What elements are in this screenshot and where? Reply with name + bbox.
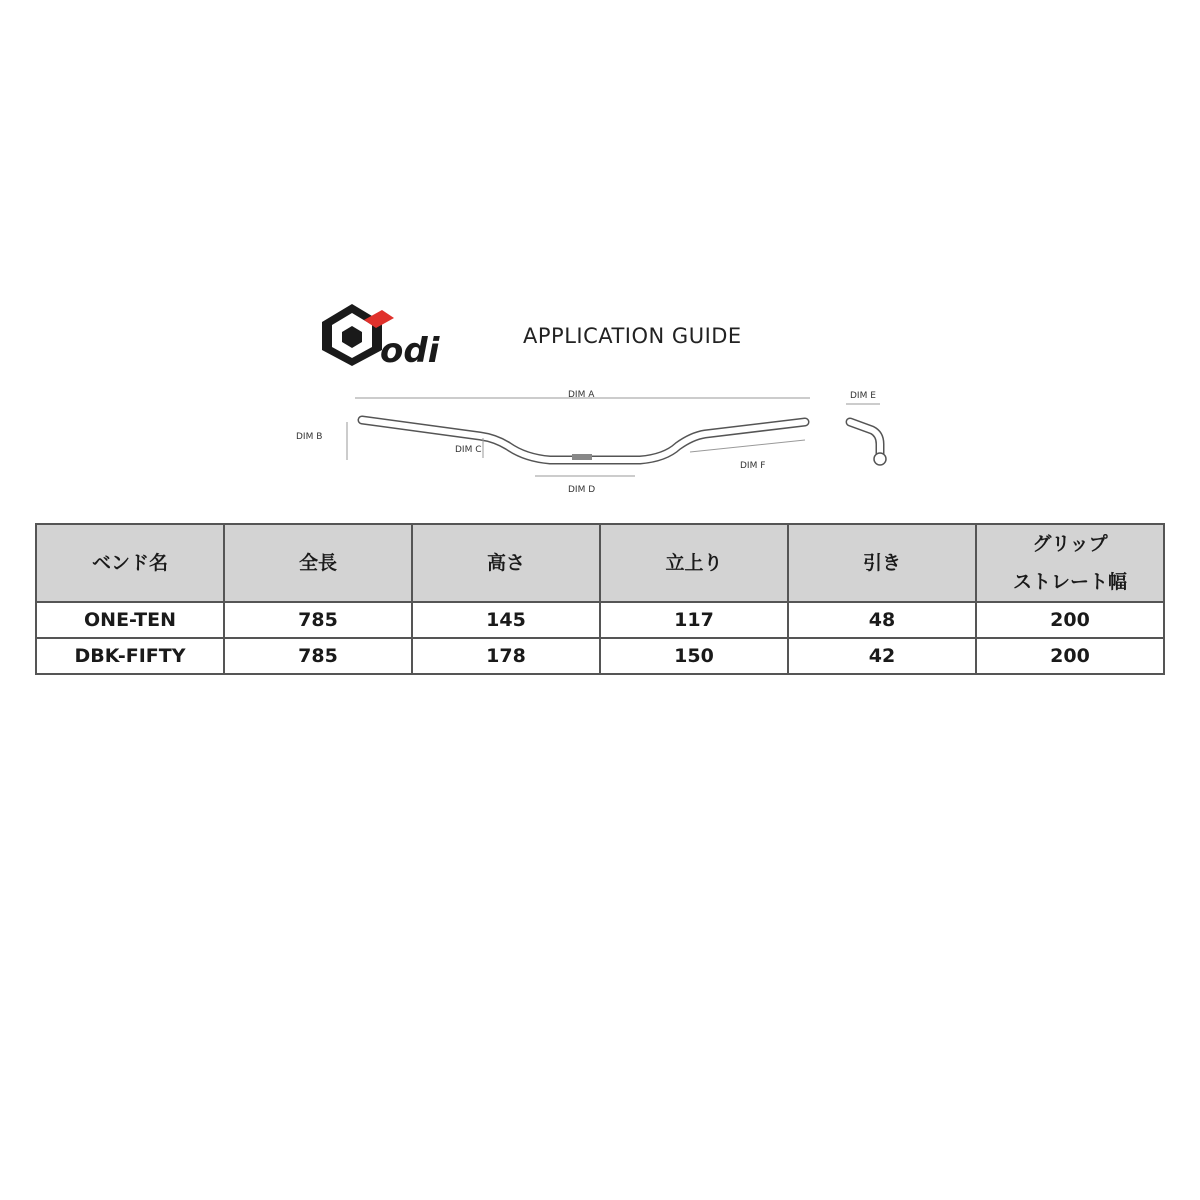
col-header-grip-width-line2: ストレート幅: [1012, 571, 1127, 593]
table-header-row: [36, 524, 1164, 602]
col-header-grip-width-line1: グリップ: [1032, 533, 1108, 555]
cell-bend-name: DBK-FIFTY: [36, 638, 224, 674]
cell-bend-name: ONE-TEN: [36, 602, 224, 638]
dim-a-label: DIM A: [568, 390, 595, 400]
dim-c-label: DIM C: [455, 445, 482, 455]
col-header-bend-name: ベンド名: [36, 524, 224, 602]
cell-height: 145: [412, 602, 600, 638]
dim-e-label: DIM E: [850, 391, 876, 401]
cell-rise: 150: [600, 638, 788, 674]
dim-f-label: DIM F: [740, 461, 766, 471]
cell-length: 785: [224, 602, 412, 638]
table-row: [36, 602, 1164, 638]
col-header-pullback: 引き: [788, 524, 976, 602]
cell-height: 178: [412, 638, 600, 674]
cell-pullback: 42: [788, 638, 976, 674]
cell-pullback: 48: [788, 602, 976, 638]
cell-grip-width: 200: [976, 602, 1164, 638]
spec-table: [35, 523, 1165, 675]
cell-grip-width: 200: [976, 638, 1164, 674]
cell-length: 785: [224, 638, 412, 674]
page-title: APPLICATION GUIDE: [523, 324, 742, 348]
col-header-length: 全長: [224, 524, 412, 602]
clamp-marking: [572, 454, 592, 460]
handlebar-diagram: [280, 380, 920, 510]
col-header-height: 高さ: [412, 524, 600, 602]
odi-logo: [318, 300, 458, 368]
logo-wordmark: odi: [380, 331, 440, 368]
cell-rise: 117: [600, 602, 788, 638]
col-header-rise: 立上り: [600, 524, 788, 602]
col-header-grip-width: [976, 524, 1164, 602]
dim-d-label: DIM D: [568, 485, 596, 495]
dim-b-label: DIM B: [296, 432, 323, 442]
table-row: [36, 638, 1164, 674]
